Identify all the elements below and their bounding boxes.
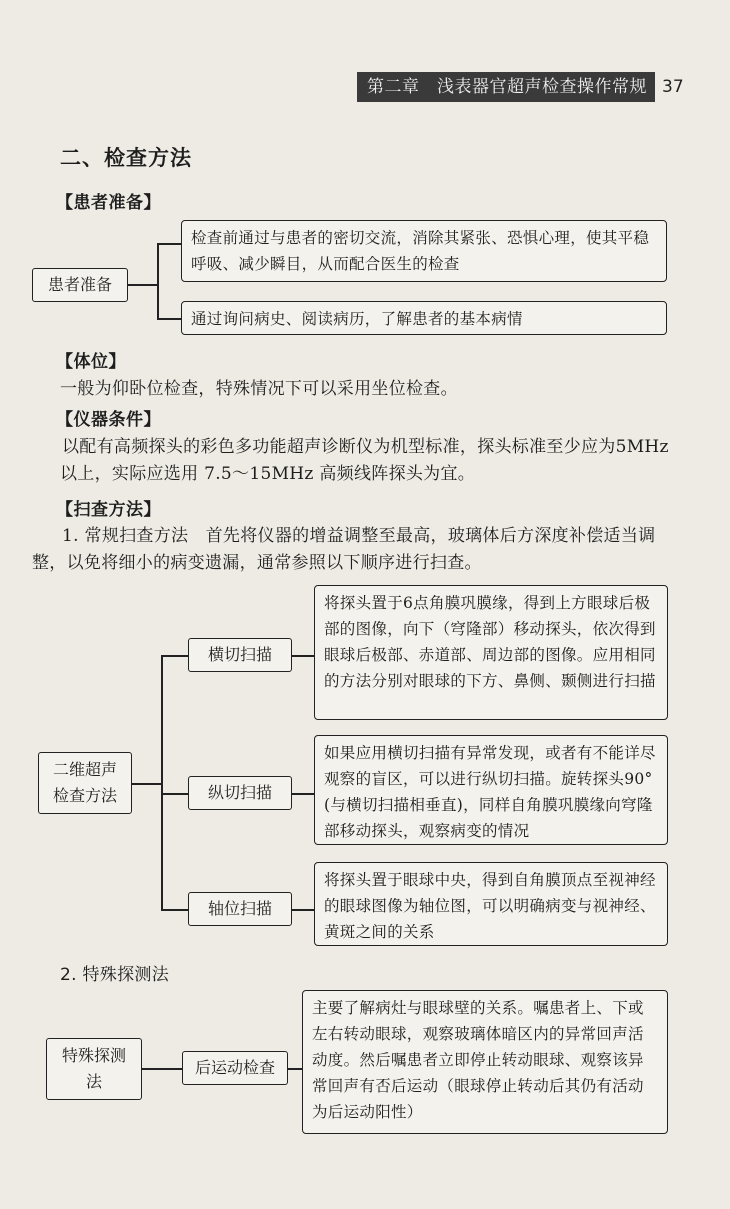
transverse-scan-desc: 将探头置于6点角膜巩膜缘，得到上方眼球后极部的图像，向下（穹隆部）移动探头，依次得到眼球后极部、赤道部、周边部的图像。应用相同的方法分别对眼球的下方、鼻侧、颞侧进行扫描 — [314, 585, 668, 720]
chapter-header: 第二章 浅表器官超声检查操作常规 — [357, 72, 655, 102]
longitudinal-scan-desc: 如果应用横切扫描有异常发现，或者有不能详尽观察的盲区，可以进行纵切扫描。旋转探头90°(与横切扫描相垂直)，同样自角膜巩膜缘向穹隆部移动探头，观察病变的情况 — [314, 735, 668, 845]
branch-transverse-scan: 横切扫描 — [188, 638, 292, 672]
branch-longitudinal-scan: 纵切扫描 — [188, 776, 292, 810]
connector — [161, 655, 188, 657]
connector — [157, 318, 181, 320]
connector — [157, 243, 181, 245]
connector — [288, 1068, 302, 1070]
position-heading: 【体位】 — [56, 352, 126, 372]
connector — [161, 909, 188, 911]
connector — [292, 655, 314, 657]
page-number: 37 — [662, 77, 684, 97]
branch-axial-scan: 轴位扫描 — [188, 892, 292, 926]
instrument-heading: 【仪器条件】 — [56, 410, 161, 430]
connector — [292, 909, 314, 911]
scan-root-node: 二维超声检查方法 — [38, 752, 132, 814]
patient-prep-item: 通过询问病史、阅读病历，了解患者的基本病情 — [181, 301, 667, 335]
connector — [292, 793, 314, 795]
connector — [157, 243, 159, 319]
connector — [128, 284, 158, 286]
connector — [161, 793, 188, 795]
patient-prep-heading: 【患者准备】 — [56, 193, 161, 213]
section-title: 二、检查方法 — [60, 146, 192, 170]
special-root-node: 特殊探测法 — [46, 1038, 142, 1100]
instrument-text: 以配有高频探头的彩色多功能超声诊断仪为机型标准，探头标准至少应为5MHz 以上，实际应选用 7.5～15MHz 高频线阵探头为宜。 — [60, 437, 669, 484]
scan-method-intro: 1. 常规扫查方法 首先将仪器的增益调整至最高，玻璃体后方深度补偿适当调整，以免将细小的病变遗漏，通常参照以下顺序进行扫查。 — [32, 526, 656, 573]
patient-prep-node: 患者准备 — [32, 268, 128, 302]
scan-method-heading: 【扫查方法】 — [56, 500, 161, 520]
connector — [161, 655, 163, 910]
post-motion-desc: 主要了解病灶与眼球壁的关系。嘱患者上、下或左右转动眼球，观察玻璃体暗区内的异常回声活动度。然后嘱患者立即停止转动眼球、观察该异常回声有否后运动（眼球停止转动后其仍有活动为后运动阳性） — [302, 990, 668, 1134]
axial-scan-desc: 将探头置于眼球中央，得到自角膜顶点至视神经的眼球图像为轴位图，可以明确病变与视神经、黄斑之间的关系 — [314, 862, 668, 946]
branch-post-motion-check: 后运动检查 — [182, 1051, 288, 1085]
special-method-heading: 2. 特殊探测法 — [60, 965, 170, 985]
connector — [142, 1068, 182, 1070]
position-text: 一般为仰卧位检查，特殊情况下可以采用坐位检查。 — [60, 379, 458, 399]
connector — [132, 783, 162, 785]
patient-prep-item: 检查前通过与患者的密切交流，消除其紧张、恐惧心理，使其平稳呼吸、减少瞬目，从而配合医生的检查 — [181, 220, 667, 282]
